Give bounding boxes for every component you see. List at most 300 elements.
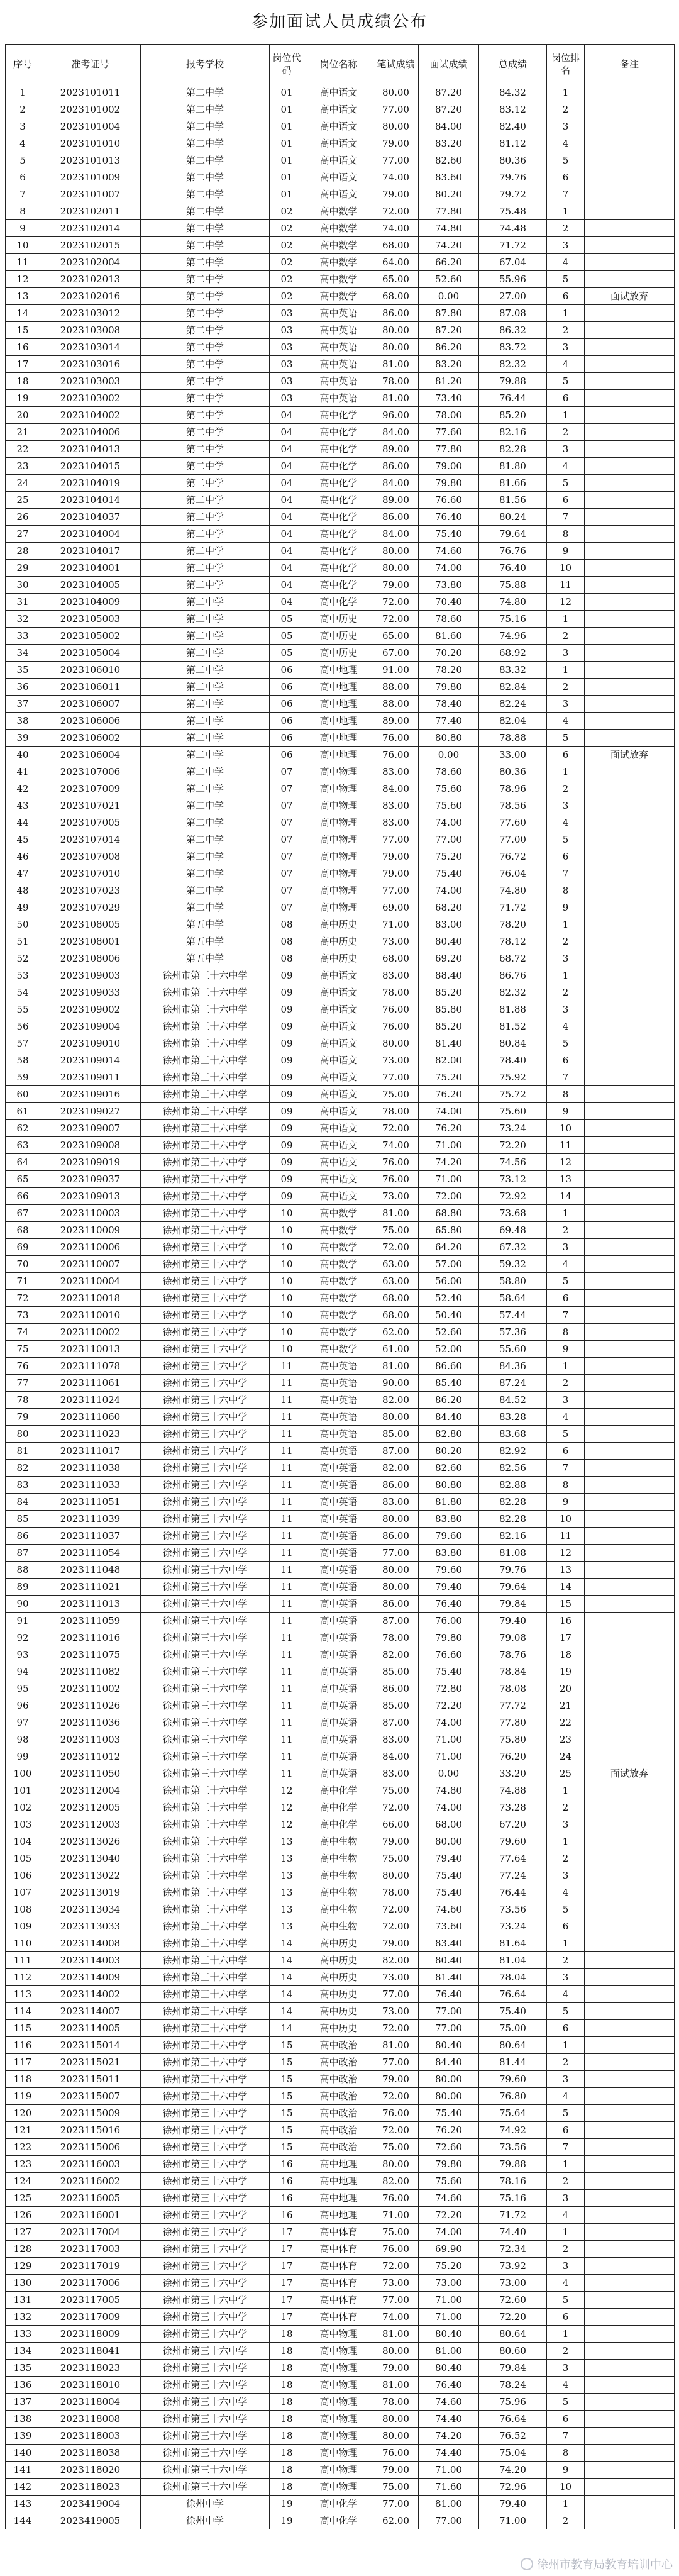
cell-seq: 81 bbox=[6, 1443, 40, 1460]
cell-school: 徐州中学 bbox=[141, 2512, 270, 2529]
cell-remark bbox=[585, 2496, 675, 2512]
cell-rank: 1 bbox=[547, 763, 585, 780]
cell-written-score: 87.00 bbox=[373, 1443, 419, 1460]
cell-interview-score: 74.00 bbox=[419, 2224, 479, 2241]
cell-seq: 121 bbox=[6, 2122, 40, 2139]
cell-post-code: 18 bbox=[270, 2479, 304, 2496]
cell-written-score: 72.00 bbox=[373, 1120, 419, 1137]
cell-school: 第二中学 bbox=[141, 713, 270, 730]
score-table bbox=[5, 44, 675, 2529]
cell-rank: 24 bbox=[547, 1748, 585, 1765]
cell-seq: 78 bbox=[6, 1392, 40, 1409]
cell-exam-id: 2023104004 bbox=[40, 526, 141, 543]
cell-post-name: 高中化学 bbox=[304, 509, 373, 526]
cell-seq: 57 bbox=[6, 1035, 40, 1052]
table-row bbox=[6, 1867, 675, 1884]
cell-rank: 5 bbox=[547, 1035, 585, 1052]
cell-seq: 9 bbox=[6, 220, 40, 237]
cell-rank: 2 bbox=[547, 220, 585, 237]
cell-seq: 83 bbox=[6, 1477, 40, 1494]
cell-post-name: 高中政治 bbox=[304, 2037, 373, 2054]
cell-interview-score: 78.60 bbox=[419, 763, 479, 780]
header-rank: 岗位排名 bbox=[547, 45, 585, 84]
cell-post-name: 高中化学 bbox=[304, 2496, 373, 2512]
cell-written-score: 77.00 bbox=[373, 1069, 419, 1086]
table-row bbox=[6, 186, 675, 203]
cell-interview-score: 83.40 bbox=[419, 1935, 479, 1952]
cell-seq: 7 bbox=[6, 186, 40, 203]
cell-written-score: 66.00 bbox=[373, 1816, 419, 1833]
cell-remark bbox=[585, 1952, 675, 1969]
cell-post-code: 14 bbox=[270, 1986, 304, 2003]
cell-written-score: 81.00 bbox=[373, 2037, 419, 2054]
cell-post-name: 高中地理 bbox=[304, 747, 373, 763]
cell-post-code: 09 bbox=[270, 1069, 304, 1086]
cell-exam-id: 2023115009 bbox=[40, 2105, 141, 2122]
table-row bbox=[6, 1273, 675, 1290]
cell-post-code: 01 bbox=[270, 118, 304, 135]
cell-total-score: 79.64 bbox=[479, 1579, 547, 1596]
cell-interview-score: 86.20 bbox=[419, 1392, 479, 1409]
cell-remark bbox=[585, 1188, 675, 1205]
cell-post-code: 13 bbox=[270, 1918, 304, 1935]
cell-total-score: 82.92 bbox=[479, 1443, 547, 1460]
table-row bbox=[6, 424, 675, 441]
cell-school: 第二中学 bbox=[141, 645, 270, 662]
table-row bbox=[6, 288, 675, 305]
cell-exam-id: 2023110013 bbox=[40, 1341, 141, 1358]
cell-post-code: 03 bbox=[270, 305, 304, 322]
cell-post-code: 18 bbox=[270, 2462, 304, 2479]
cell-written-score: 76.00 bbox=[373, 1154, 419, 1171]
cell-total-score: 78.20 bbox=[479, 916, 547, 933]
cell-post-name: 高中历史 bbox=[304, 916, 373, 933]
cell-school: 徐州市第三十六中学 bbox=[141, 1035, 270, 1052]
cell-post-code: 11 bbox=[270, 1426, 304, 1443]
cell-seq: 44 bbox=[6, 814, 40, 831]
table-row bbox=[6, 1918, 675, 1935]
cell-remark bbox=[585, 1799, 675, 1816]
cell-interview-score: 76.40 bbox=[419, 2377, 479, 2394]
cell-interview-score: 56.00 bbox=[419, 1273, 479, 1290]
cell-rank: 2 bbox=[547, 2173, 585, 2190]
cell-post-name: 高中英语 bbox=[304, 1494, 373, 1511]
cell-total-score: 58.80 bbox=[479, 1273, 547, 1290]
cell-rank: 1 bbox=[547, 2037, 585, 2054]
cell-school: 第二中学 bbox=[141, 390, 270, 407]
cell-seq: 61 bbox=[6, 1103, 40, 1120]
table-row bbox=[6, 2411, 675, 2428]
cell-exam-id: 2023118003 bbox=[40, 2428, 141, 2445]
table-row bbox=[6, 1154, 675, 1171]
cell-seq: 55 bbox=[6, 1001, 40, 1018]
cell-written-score: 80.00 bbox=[373, 2156, 419, 2173]
table-row bbox=[6, 1358, 675, 1375]
cell-written-score: 83.00 bbox=[373, 1731, 419, 1748]
cell-seq: 47 bbox=[6, 865, 40, 882]
cell-rank: 9 bbox=[547, 2462, 585, 2479]
cell-exam-id: 2023109016 bbox=[40, 1086, 141, 1103]
cell-interview-score: 79.80 bbox=[419, 1629, 479, 1646]
cell-total-score: 79.08 bbox=[479, 1629, 547, 1646]
cell-rank: 6 bbox=[547, 1443, 585, 1460]
cell-rank: 1 bbox=[547, 967, 585, 984]
table-row bbox=[6, 662, 675, 679]
cell-total-score: 78.08 bbox=[479, 1680, 547, 1697]
cell-written-score: 80.00 bbox=[373, 1511, 419, 1528]
cell-post-name: 高中物理 bbox=[304, 780, 373, 797]
cell-school: 第二中学 bbox=[141, 747, 270, 763]
cell-post-code: 08 bbox=[270, 916, 304, 933]
cell-written-score: 81.00 bbox=[373, 1358, 419, 1375]
cell-post-name: 高中英语 bbox=[304, 356, 373, 373]
cell-rank: 18 bbox=[547, 1646, 585, 1663]
cell-interview-score: 75.60 bbox=[419, 2173, 479, 2190]
cell-interview-score: 76.60 bbox=[419, 492, 479, 509]
cell-rank: 22 bbox=[547, 1714, 585, 1731]
cell-exam-id: 2023104006 bbox=[40, 424, 141, 441]
cell-seq: 48 bbox=[6, 882, 40, 899]
cell-post-name: 高中语文 bbox=[304, 967, 373, 984]
table-row bbox=[6, 1120, 675, 1137]
cell-total-score: 68.72 bbox=[479, 950, 547, 967]
table-row bbox=[6, 645, 675, 662]
cell-remark bbox=[585, 84, 675, 101]
cell-rank: 8 bbox=[547, 1324, 585, 1341]
cell-post-name: 高中英语 bbox=[304, 1392, 373, 1409]
cell-written-score: 80.00 bbox=[373, 1035, 419, 1052]
table-row bbox=[6, 2428, 675, 2445]
cell-exam-id: 2023118038 bbox=[40, 2445, 141, 2462]
cell-rank: 2 bbox=[547, 1375, 585, 1392]
cell-school: 徐州市第三十六中学 bbox=[141, 2020, 270, 2037]
cell-exam-id: 2023111002 bbox=[40, 1680, 141, 1697]
cell-post-name: 高中语文 bbox=[304, 984, 373, 1001]
table-row bbox=[6, 2071, 675, 2088]
cell-exam-id: 2023110002 bbox=[40, 1324, 141, 1341]
cell-seq: 45 bbox=[6, 831, 40, 848]
cell-post-code: 17 bbox=[270, 2309, 304, 2326]
table-row bbox=[6, 2190, 675, 2207]
cell-post-name: 高中数学 bbox=[304, 1290, 373, 1307]
cell-remark bbox=[585, 1884, 675, 1901]
cell-exam-id: 2023111012 bbox=[40, 1748, 141, 1765]
cell-interview-score: 50.40 bbox=[419, 1307, 479, 1324]
table-row bbox=[6, 1901, 675, 1918]
cell-post-code: 05 bbox=[270, 628, 304, 645]
cell-rank: 4 bbox=[547, 135, 585, 152]
cell-interview-score: 76.60 bbox=[419, 1646, 479, 1663]
cell-remark bbox=[585, 1358, 675, 1375]
cell-remark bbox=[585, 1969, 675, 1986]
cell-post-name: 高中生物 bbox=[304, 1867, 373, 1884]
cell-post-code: 17 bbox=[270, 2224, 304, 2241]
cell-remark bbox=[585, 1069, 675, 1086]
cell-remark bbox=[585, 865, 675, 882]
table-row bbox=[6, 543, 675, 560]
cell-interview-score: 75.40 bbox=[419, 1884, 479, 1901]
cell-written-score: 86.00 bbox=[373, 1680, 419, 1697]
table-row bbox=[6, 2105, 675, 2122]
cell-interview-score: 74.80 bbox=[419, 220, 479, 237]
cell-seq: 109 bbox=[6, 1918, 40, 1935]
cell-rank: 13 bbox=[547, 1171, 585, 1188]
cell-interview-score: 70.20 bbox=[419, 645, 479, 662]
cell-rank: 5 bbox=[547, 1273, 585, 1290]
cell-remark bbox=[585, 407, 675, 424]
table-row bbox=[6, 458, 675, 475]
cell-post-code: 11 bbox=[270, 1545, 304, 1562]
cell-exam-id: 2023117005 bbox=[40, 2292, 141, 2309]
cell-interview-score: 75.60 bbox=[419, 780, 479, 797]
cell-total-score: 79.88 bbox=[479, 373, 547, 390]
cell-rank: 1 bbox=[547, 203, 585, 220]
cell-exam-id: 2023118020 bbox=[40, 2462, 141, 2479]
cell-post-code: 14 bbox=[270, 2003, 304, 2020]
table-row bbox=[6, 1443, 675, 1460]
cell-total-score: 81.12 bbox=[479, 135, 547, 152]
cell-written-score: 81.00 bbox=[373, 356, 419, 373]
cell-interview-score: 80.00 bbox=[419, 2071, 479, 2088]
cell-remark bbox=[585, 1545, 675, 1562]
cell-post-code: 03 bbox=[270, 339, 304, 356]
cell-exam-id: 2023111003 bbox=[40, 1731, 141, 1748]
cell-interview-score: 80.20 bbox=[419, 1443, 479, 1460]
cell-interview-score: 84.00 bbox=[419, 118, 479, 135]
cell-interview-score: 75.60 bbox=[419, 797, 479, 814]
cell-interview-score: 81.40 bbox=[419, 1969, 479, 1986]
cell-post-code: 11 bbox=[270, 1494, 304, 1511]
cell-seq: 27 bbox=[6, 526, 40, 543]
cell-rank: 7 bbox=[547, 2428, 585, 2445]
cell-rank: 3 bbox=[547, 797, 585, 814]
cell-written-score: 73.00 bbox=[373, 933, 419, 950]
cell-remark bbox=[585, 2190, 675, 2207]
cell-school: 第二中学 bbox=[141, 220, 270, 237]
cell-written-score: 78.00 bbox=[373, 984, 419, 1001]
cell-exam-id: 2023115011 bbox=[40, 2071, 141, 2088]
cell-remark bbox=[585, 848, 675, 865]
cell-school: 第二中学 bbox=[141, 899, 270, 916]
table-row bbox=[6, 628, 675, 645]
cell-post-name: 高中英语 bbox=[304, 1562, 373, 1579]
cell-interview-score: 73.40 bbox=[419, 390, 479, 407]
cell-total-score: 76.52 bbox=[479, 2428, 547, 2445]
cell-exam-id: 2023105004 bbox=[40, 645, 141, 662]
cell-post-code: 11 bbox=[270, 1613, 304, 1629]
cell-post-code: 02 bbox=[270, 237, 304, 254]
cell-total-score: 75.96 bbox=[479, 2394, 547, 2411]
cell-seq: 10 bbox=[6, 237, 40, 254]
table-row bbox=[6, 848, 675, 865]
cell-remark bbox=[585, 2037, 675, 2054]
cell-post-code: 18 bbox=[270, 2326, 304, 2343]
cell-interview-score: 71.00 bbox=[419, 1731, 479, 1748]
cell-written-score: 76.00 bbox=[373, 2241, 419, 2258]
cell-interview-score: 87.20 bbox=[419, 101, 479, 118]
cell-remark bbox=[585, 2428, 675, 2445]
cell-exam-id: 2023113034 bbox=[40, 1901, 141, 1918]
cell-written-score: 78.00 bbox=[373, 1103, 419, 1120]
cell-remark bbox=[585, 1341, 675, 1358]
cell-post-name: 高中化学 bbox=[304, 560, 373, 577]
cell-rank: 6 bbox=[547, 288, 585, 305]
cell-post-name: 高中历史 bbox=[304, 950, 373, 967]
cell-interview-score: 80.00 bbox=[419, 2088, 479, 2105]
cell-written-score: 79.00 bbox=[373, 135, 419, 152]
cell-remark bbox=[585, 2088, 675, 2105]
cell-rank: 2 bbox=[547, 679, 585, 696]
cell-remark bbox=[585, 1239, 675, 1256]
table-row bbox=[6, 1545, 675, 1562]
table-row bbox=[6, 1256, 675, 1273]
cell-remark bbox=[585, 203, 675, 220]
cell-exam-id: 2023112003 bbox=[40, 1816, 141, 1833]
cell-school: 徐州市第三十六中学 bbox=[141, 2326, 270, 2343]
cell-rank: 5 bbox=[547, 373, 585, 390]
cell-total-score: 78.24 bbox=[479, 2377, 547, 2394]
cell-written-score: 72.00 bbox=[373, 1799, 419, 1816]
cell-exam-id: 2023111024 bbox=[40, 1392, 141, 1409]
cell-post-name: 高中英语 bbox=[304, 1545, 373, 1562]
cell-seq: 69 bbox=[6, 1239, 40, 1256]
cell-remark bbox=[585, 984, 675, 1001]
cell-remark bbox=[585, 1714, 675, 1731]
cell-seq: 90 bbox=[6, 1596, 40, 1613]
cell-post-name: 高中历史 bbox=[304, 2020, 373, 2037]
cell-remark bbox=[585, 1833, 675, 1850]
cell-school: 徐州市第三十六中学 bbox=[141, 2275, 270, 2292]
cell-school: 徐州市第三十六中学 bbox=[141, 2190, 270, 2207]
cell-interview-score: 71.00 bbox=[419, 1171, 479, 1188]
cell-school: 徐州市第三十六中学 bbox=[141, 2071, 270, 2088]
cell-school: 徐州市第三十六中学 bbox=[141, 2105, 270, 2122]
cell-interview-score: 74.20 bbox=[419, 237, 479, 254]
cell-written-score: 71.00 bbox=[373, 916, 419, 933]
cell-exam-id: 2023111023 bbox=[40, 1426, 141, 1443]
cell-written-score: 83.00 bbox=[373, 1765, 419, 1782]
cell-written-score: 81.00 bbox=[373, 1205, 419, 1222]
cell-seq: 33 bbox=[6, 628, 40, 645]
cell-interview-score: 77.80 bbox=[419, 203, 479, 220]
cell-school: 徐州市第三十六中学 bbox=[141, 1341, 270, 1358]
cell-interview-score: 78.40 bbox=[419, 696, 479, 713]
cell-rank: 2 bbox=[547, 933, 585, 950]
cell-interview-score: 83.60 bbox=[419, 169, 479, 186]
table-row bbox=[6, 1171, 675, 1188]
cell-written-score: 77.00 bbox=[373, 2496, 419, 2512]
cell-post-code: 15 bbox=[270, 2054, 304, 2071]
cell-total-score: 87.24 bbox=[479, 1375, 547, 1392]
cell-post-code: 03 bbox=[270, 373, 304, 390]
cell-written-score: 84.00 bbox=[373, 1748, 419, 1765]
cell-total-score: 59.32 bbox=[479, 1256, 547, 1273]
cell-interview-score: 74.00 bbox=[419, 814, 479, 831]
cell-total-score: 75.04 bbox=[479, 2445, 547, 2462]
cell-total-score: 82.40 bbox=[479, 118, 547, 135]
cell-school: 第二中学 bbox=[141, 152, 270, 169]
cell-rank: 2 bbox=[547, 780, 585, 797]
cell-interview-score: 81.00 bbox=[419, 2496, 479, 2512]
cell-school: 徐州市第三十六中学 bbox=[141, 2003, 270, 2020]
cell-written-score: 72.00 bbox=[373, 2258, 419, 2275]
cell-exam-id: 2023113033 bbox=[40, 1918, 141, 1935]
cell-school: 徐州市第三十六中学 bbox=[141, 1494, 270, 1511]
cell-total-score: 71.72 bbox=[479, 2207, 547, 2224]
cell-rank: 4 bbox=[547, 356, 585, 373]
cell-rank: 2 bbox=[547, 2343, 585, 2360]
cell-exam-id: 2023118023 bbox=[40, 2479, 141, 2496]
cell-remark bbox=[585, 967, 675, 984]
cell-exam-id: 2023115014 bbox=[40, 2037, 141, 2054]
cell-seq: 18 bbox=[6, 373, 40, 390]
cell-written-score: 77.00 bbox=[373, 2292, 419, 2309]
cell-seq: 95 bbox=[6, 1680, 40, 1697]
cell-written-score: 83.00 bbox=[373, 797, 419, 814]
cell-total-score: 83.68 bbox=[479, 1426, 547, 1443]
cell-rank: 8 bbox=[547, 2445, 585, 2462]
cell-interview-score: 80.40 bbox=[419, 2037, 479, 2054]
cell-exam-id: 2023107006 bbox=[40, 763, 141, 780]
cell-post-code: 10 bbox=[270, 1290, 304, 1307]
cell-school: 徐州市第三十六中学 bbox=[141, 1069, 270, 1086]
cell-total-score: 33.20 bbox=[479, 1765, 547, 1782]
cell-interview-score: 84.40 bbox=[419, 1409, 479, 1426]
table-row bbox=[6, 1307, 675, 1324]
cell-exam-id: 2023116003 bbox=[40, 2156, 141, 2173]
cell-remark bbox=[585, 1663, 675, 1680]
cell-seq: 14 bbox=[6, 305, 40, 322]
cell-post-code: 07 bbox=[270, 882, 304, 899]
cell-post-name: 高中英语 bbox=[304, 1511, 373, 1528]
cell-exam-id: 2023111061 bbox=[40, 1375, 141, 1392]
cell-rank: 3 bbox=[547, 645, 585, 662]
cell-exam-id: 2023104009 bbox=[40, 594, 141, 611]
cell-school: 徐州市第三十六中学 bbox=[141, 2411, 270, 2428]
cell-seq: 53 bbox=[6, 967, 40, 984]
cell-school: 徐州市第三十六中学 bbox=[141, 1850, 270, 1867]
cell-post-code: 09 bbox=[270, 1188, 304, 1205]
cell-exam-id: 2023104001 bbox=[40, 560, 141, 577]
cell-remark bbox=[585, 237, 675, 254]
cell-seq: 110 bbox=[6, 1935, 40, 1952]
cell-seq: 62 bbox=[6, 1120, 40, 1137]
cell-rank: 9 bbox=[547, 899, 585, 916]
cell-remark bbox=[585, 2071, 675, 2088]
cell-school: 徐州市第三十六中学 bbox=[141, 2445, 270, 2462]
cell-school: 第二中学 bbox=[141, 305, 270, 322]
cell-post-code: 09 bbox=[270, 1035, 304, 1052]
table-row bbox=[6, 1086, 675, 1103]
table-row bbox=[6, 1290, 675, 1307]
cell-post-code: 18 bbox=[270, 2377, 304, 2394]
cell-post-name: 高中化学 bbox=[304, 594, 373, 611]
cell-seq: 59 bbox=[6, 1069, 40, 1086]
cell-total-score: 73.56 bbox=[479, 2139, 547, 2156]
cell-total-score: 76.72 bbox=[479, 848, 547, 865]
cell-post-code: 04 bbox=[270, 458, 304, 475]
cell-school: 第二中学 bbox=[141, 101, 270, 118]
cell-school: 徐州市第三十六中学 bbox=[141, 1613, 270, 1629]
cell-exam-id: 2023115007 bbox=[40, 2088, 141, 2105]
cell-exam-id: 2023118004 bbox=[40, 2394, 141, 2411]
cell-post-code: 07 bbox=[270, 797, 304, 814]
cell-school: 徐州市第三十六中学 bbox=[141, 2241, 270, 2258]
cell-post-code: 10 bbox=[270, 1205, 304, 1222]
cell-interview-score: 85.20 bbox=[419, 984, 479, 1001]
cell-total-score: 75.60 bbox=[479, 1103, 547, 1120]
cell-total-score: 83.28 bbox=[479, 1409, 547, 1426]
